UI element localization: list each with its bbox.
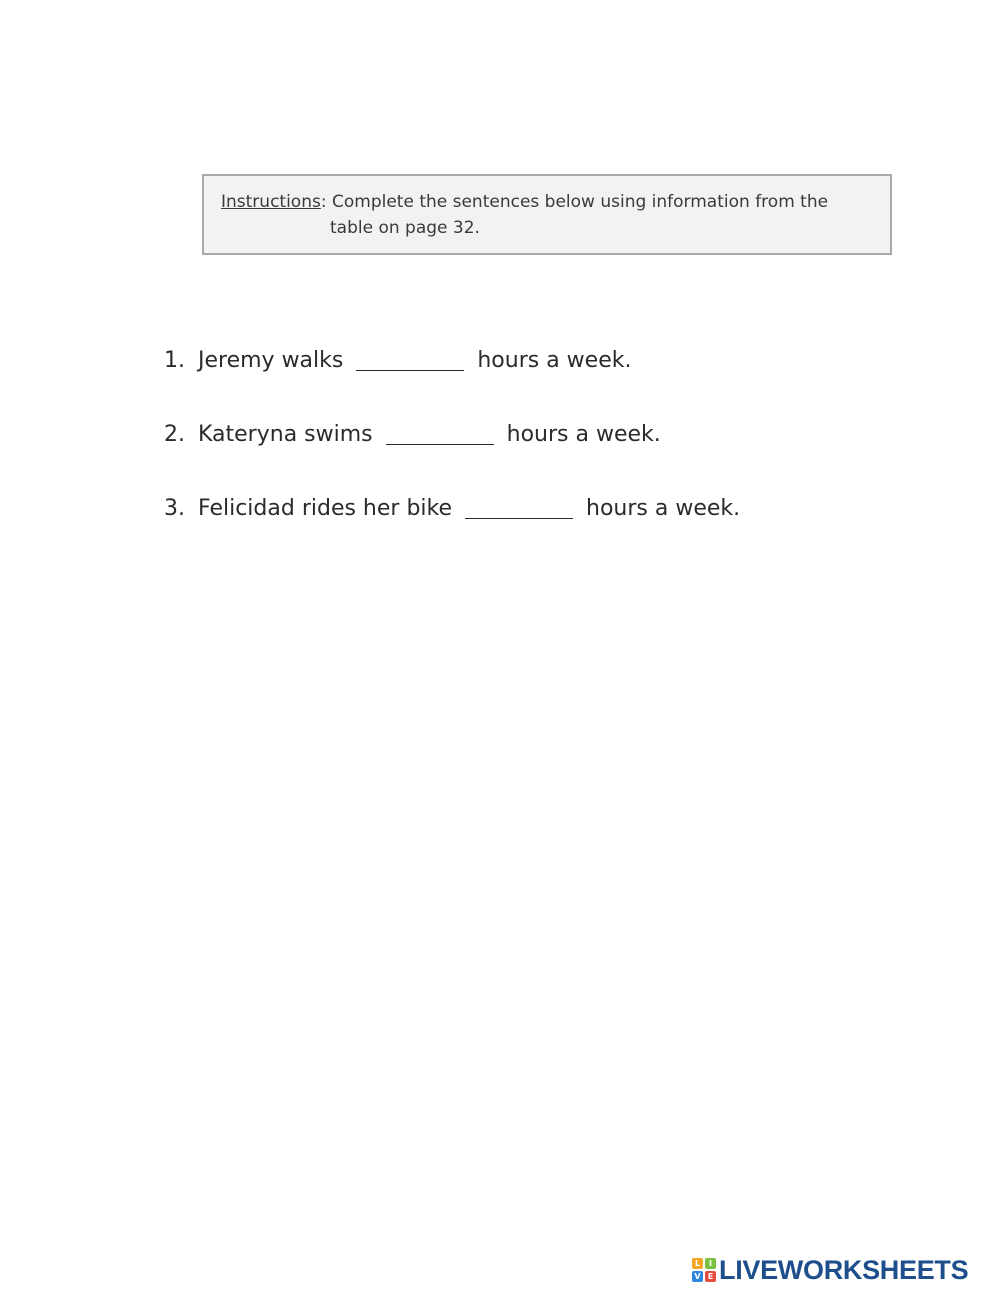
logo-cell-v: V [692, 1271, 703, 1282]
question-text-before: Jeremy walks [198, 348, 344, 373]
instructions-separator: : [320, 192, 327, 212]
liveworksheets-logo[interactable] [692, 1256, 968, 1284]
question-text-before: Kateryna swims [198, 422, 373, 447]
question-text-after: hours a week. [506, 422, 661, 447]
instructions-text-1: Complete the sentences below using information from the [326, 192, 829, 212]
question-list [164, 343, 740, 565]
question-number: 3. [164, 496, 185, 521]
instructions-box [202, 174, 892, 255]
answer-blank-1[interactable] [356, 348, 464, 371]
logo-cell-i: I [705, 1258, 716, 1269]
liveworksheets-logo-text: LIVEWORKSHEETS [719, 1254, 969, 1285]
question-number: 1. [164, 348, 185, 373]
question-item [164, 491, 740, 565]
logo-cell-l: L [692, 1258, 703, 1269]
answer-blank-2[interactable] [386, 422, 494, 445]
question-text-before: Felicidad rides her bike [198, 496, 453, 521]
logo-cell-e: E [705, 1271, 716, 1282]
question-item [164, 343, 740, 417]
question-text-after: hours a week. [477, 348, 632, 373]
question-text-after: hours a week. [586, 496, 741, 521]
instructions-line-1 [221, 189, 874, 215]
question-number: 2. [164, 422, 185, 447]
answer-blank-3[interactable] [465, 496, 573, 519]
question-item [164, 417, 740, 491]
liveworksheets-logo-icon [692, 1258, 716, 1282]
instructions-label: Instructions [221, 192, 321, 212]
instructions-text-2: table on page 32. [330, 218, 480, 238]
